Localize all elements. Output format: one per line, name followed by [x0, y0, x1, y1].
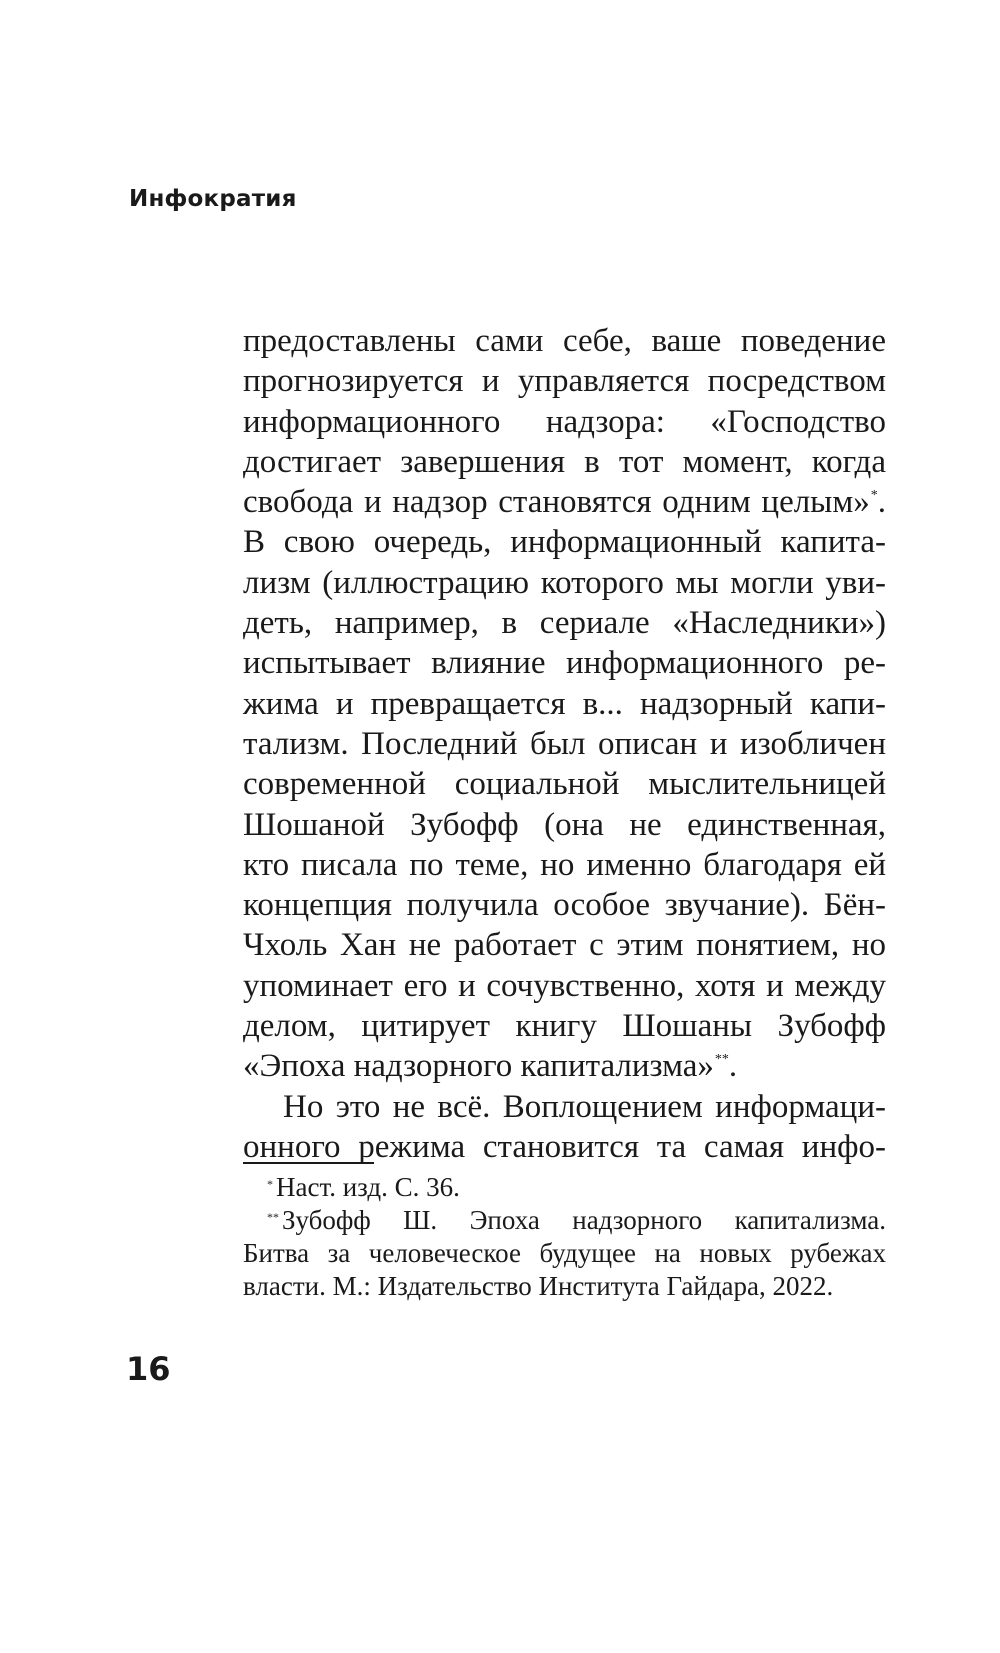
text-line: тализм. Последний был описан и изобличен: [243, 725, 886, 762]
text-line: информационного надзора: «Господство: [243, 403, 886, 440]
main-text: [243, 321, 886, 1167]
sentence-end: .: [728, 1048, 738, 1085]
text-line: Чхоль Хан не работает с этим понятием, но: [243, 927, 886, 964]
footnote-2-line: Битва за человеческое будущее на новых рубежах: [243, 1238, 886, 1268]
text-line: делом, цитирует книгу Шошаны Зубофф: [243, 1008, 886, 1045]
running-head: Инфократия: [129, 186, 297, 212]
page-number: 16: [126, 1350, 171, 1388]
text-line: Но это не всё. Воплощением информаци-: [283, 1088, 886, 1125]
footnotes: [243, 1171, 886, 1303]
text-line: достигает завершения в тот момент, когда: [243, 443, 886, 480]
text-line: В свою очередь, информационный капита-: [243, 524, 886, 561]
footnote-reference-2: **: [714, 1052, 729, 1068]
text-line: [243, 482, 886, 522]
text-line-content: свобода и надзор становятся одним целым»: [243, 484, 870, 521]
text-line: деть, например, в сериале «Наследники»): [243, 605, 886, 642]
text-line: кто писала по теме, но именно благодаря ей: [243, 846, 886, 883]
footnote-2-text: Зубофф Ш. Эпоха надзорного капитализма.: [282, 1205, 886, 1235]
footnote-reference-1: *: [870, 488, 878, 504]
footnote-mark-1: *: [267, 1177, 273, 1191]
sentence-end: .: [877, 484, 886, 521]
text-line: упоминает его и сочувственно, хотя и между: [243, 967, 886, 1004]
text-line: онного режима становится та самая инфо-: [243, 1128, 886, 1165]
footnote-2: [243, 1204, 886, 1237]
text-line: прогнозируется и управляется посредством: [243, 363, 886, 400]
text-line: жима и превращается в... надзорный капи-: [243, 685, 886, 722]
footnote-1-text: Наст. изд. С. 36.: [276, 1172, 460, 1202]
text-line: концепция получила особое звучание). Бён-: [243, 887, 886, 924]
footnote-2-line: власти. М.: Издательство Института Гайдара, 2022.: [243, 1271, 834, 1301]
text-line: лизм (иллюстрацию которого мы могли уви-: [243, 564, 886, 601]
text-line: предоставлены сами себе, ваше поведение: [243, 323, 886, 359]
footnote-1: [243, 1171, 886, 1204]
footnote-mark-2: **: [267, 1210, 279, 1224]
text-line: [243, 1046, 886, 1086]
text-line: Шошаной Зубофф (она не единственная,: [243, 806, 886, 843]
text-line: современной социальной мыслительницей: [243, 766, 886, 803]
footnote-divider: [243, 1162, 374, 1164]
text-line: испытывает влияние информационного ре-: [243, 645, 886, 682]
text-line-content: «Эпоха надзорного капитализма»: [243, 1048, 714, 1085]
